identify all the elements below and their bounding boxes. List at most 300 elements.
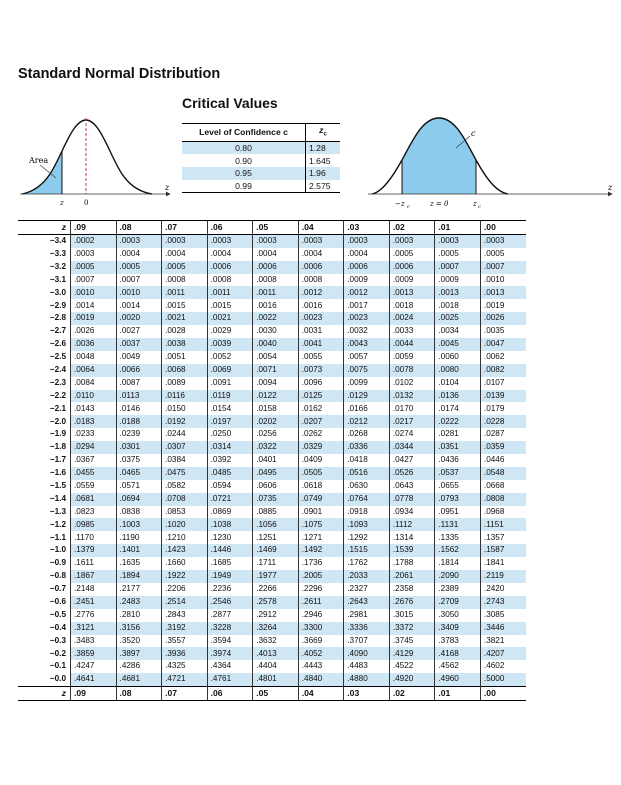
table-cell: .0384 — [162, 454, 208, 467]
table-cell: .4721 — [162, 673, 208, 686]
table-cell: .1539 — [389, 544, 435, 557]
table-row — [18, 467, 526, 480]
table-cell: .0314 — [207, 441, 253, 454]
table-cell: .3228 — [207, 622, 253, 635]
table-row — [18, 364, 526, 377]
table-cell: .0015 — [207, 299, 253, 312]
table-cell: .0024 — [389, 312, 435, 325]
table-cell: .0021 — [162, 312, 208, 325]
table-cell: .3974 — [207, 647, 253, 660]
table-cell: .0041 — [298, 338, 344, 351]
table-cell: .0985 — [71, 518, 117, 531]
table-cell: .0003 — [116, 234, 162, 247]
column-header-8: .01 — [435, 687, 481, 701]
row-z-value: −3.2 — [49, 261, 66, 271]
table-cell: .0359 — [480, 441, 526, 454]
table-cell: .2420 — [480, 583, 526, 596]
row-z-value: −3.0 — [49, 287, 66, 297]
table-cell: .0068 — [162, 364, 208, 377]
row-z-value: −3.4 — [49, 236, 66, 246]
cv-header-zc — [306, 124, 341, 142]
table-cell: .0009 — [435, 274, 481, 287]
table-cell: .0037 — [116, 338, 162, 351]
table-cell: .1949 — [207, 570, 253, 583]
table-cell: .0006 — [298, 261, 344, 274]
table-cell: .2483 — [116, 596, 162, 609]
table-cell: .0351 — [435, 441, 481, 454]
table-cell: .2236 — [207, 583, 253, 596]
table-cell: .4681 — [116, 673, 162, 686]
table-cell: .0465 — [116, 467, 162, 480]
table-cell: .3192 — [162, 622, 208, 635]
table-cell: .4920 — [389, 673, 435, 686]
table-cell: .0233 — [71, 428, 117, 441]
column-header-9: .00 — [480, 221, 526, 235]
cv-confidence: 0.95 — [182, 167, 306, 180]
table-cell: .0030 — [253, 325, 299, 338]
table-cell: .0239 — [116, 428, 162, 441]
table-row — [18, 299, 526, 312]
table-cell: .0934 — [389, 506, 435, 519]
column-header-6: .03 — [344, 221, 390, 235]
table-cell: .0018 — [389, 299, 435, 312]
table-cell: .4168 — [435, 647, 481, 660]
table-cell: .4052 — [298, 647, 344, 660]
table-cell: .0655 — [435, 480, 481, 493]
row-z-value: −0.7 — [49, 584, 66, 594]
left-normal-curve-figure — [18, 110, 178, 210]
table-cell: .0951 — [435, 506, 481, 519]
table-cell: .1056 — [253, 518, 299, 531]
table-cell: .0008 — [298, 274, 344, 287]
z-column-header: z — [18, 687, 71, 701]
row-z-value: −1.5 — [49, 481, 66, 490]
table-cell: .5000 — [480, 673, 526, 686]
table-cell: .3085 — [480, 609, 526, 622]
table-cell: .0197 — [207, 415, 253, 428]
table-cell: .4013 — [253, 647, 299, 660]
table-cell: .0094 — [253, 377, 299, 390]
table-cell: .2946 — [298, 609, 344, 622]
table-cell: .0154 — [207, 402, 253, 415]
table-cell: .0436 — [435, 454, 481, 467]
table-cell: .2676 — [389, 596, 435, 609]
table-cell: .4364 — [207, 660, 253, 673]
table-cell: .1685 — [207, 557, 253, 570]
table-cell: .0011 — [162, 286, 208, 299]
table-cell: .2709 — [435, 596, 481, 609]
row-z-value: −1.2 — [49, 519, 66, 529]
table-cell: .0014 — [116, 299, 162, 312]
table-cell: .0006 — [253, 261, 299, 274]
table-cell: .0322 — [253, 441, 299, 454]
table-cell: .0022 — [253, 312, 299, 325]
row-z-value: −0.6 — [49, 597, 66, 607]
table-cell: .0668 — [480, 480, 526, 493]
row-z-value: −1.8 — [49, 442, 66, 452]
table-row — [18, 312, 526, 325]
table-cell: .0202 — [253, 415, 299, 428]
table-cell: .0049 — [116, 351, 162, 364]
table-cell: .0344 — [389, 441, 435, 454]
table-row — [18, 647, 526, 660]
table-cell: .3483 — [71, 635, 117, 648]
cv-z-value: 1.645 — [306, 154, 341, 167]
table-cell: .0020 — [116, 312, 162, 325]
table-cell: .2266 — [253, 583, 299, 596]
left-area-label: Area — [29, 156, 49, 165]
table-cell: .1492 — [298, 544, 344, 557]
cv-z-value: 1.96 — [306, 167, 341, 180]
table-cell: .0901 — [298, 506, 344, 519]
table-cell: .0132 — [389, 390, 435, 403]
table-row — [18, 338, 526, 351]
table-cell: .0116 — [162, 390, 208, 403]
table-cell: .0005 — [116, 261, 162, 274]
table-cell: .0008 — [207, 274, 253, 287]
cv-header-z-sub: c — [323, 131, 327, 138]
table-cell: .1894 — [116, 570, 162, 583]
table-row — [18, 390, 526, 403]
table-cell: .3745 — [389, 635, 435, 648]
table-cell: .0427 — [389, 454, 435, 467]
table-row — [18, 454, 526, 467]
table-cell: .0146 — [116, 402, 162, 415]
row-z-value: −1.9 — [49, 429, 66, 439]
table-cell: .0066 — [116, 364, 162, 377]
left-zero-label: 0 — [84, 199, 89, 207]
table-cell: .1038 — [207, 518, 253, 531]
table-cell: .3156 — [116, 622, 162, 635]
table-cell: .0040 — [253, 338, 299, 351]
row-z-value: −1.3 — [49, 506, 66, 516]
table-cell: .3707 — [344, 635, 390, 648]
column-header-6: .03 — [344, 687, 390, 701]
table-cell: .2743 — [480, 596, 526, 609]
table-cell: .0003 — [389, 234, 435, 247]
table-row — [18, 428, 526, 441]
table-cell: .1112 — [389, 518, 435, 531]
table-cell: .0618 — [298, 480, 344, 493]
table-cell: .2451 — [71, 596, 117, 609]
table-cell: .0008 — [253, 274, 299, 287]
table-cell: .2148 — [71, 583, 117, 596]
left-z-tick-label: z — [60, 199, 64, 207]
row-z-value: −0.5 — [49, 609, 66, 619]
row-z-value: −2.7 — [49, 326, 66, 336]
table-cell: .1469 — [253, 544, 299, 557]
table-cell: .3821 — [480, 635, 526, 648]
column-header-1: .08 — [116, 687, 162, 701]
table-cell: .1210 — [162, 531, 208, 544]
right-pos-zc-label: z — [473, 200, 477, 208]
row-z-value: −2.3 — [49, 377, 66, 387]
table-row — [18, 557, 526, 570]
table-cell: .0606 — [253, 480, 299, 493]
table-cell: .0212 — [344, 415, 390, 428]
table-cell: .0643 — [389, 480, 435, 493]
table-cell: .0054 — [253, 351, 299, 364]
right-c-label: c — [471, 129, 476, 138]
table-cell: .0038 — [162, 338, 208, 351]
table-cell: .0110 — [71, 390, 117, 403]
table-cell: .1075 — [298, 518, 344, 531]
z-score-table — [18, 220, 526, 701]
right-neg-zc-label: −z — [395, 200, 405, 208]
table-cell: .3859 — [71, 647, 117, 660]
cv-row — [182, 141, 340, 154]
table-cell: .0475 — [162, 467, 208, 480]
row-z-value: −0.8 — [49, 571, 66, 581]
table-cell: .1151 — [480, 518, 526, 531]
table-cell: .2327 — [344, 583, 390, 596]
table-cell: .0708 — [162, 493, 208, 506]
table-cell: .3336 — [344, 622, 390, 635]
table-cell: .4090 — [344, 647, 390, 660]
table-row — [18, 518, 526, 531]
table-cell: .1093 — [344, 518, 390, 531]
table-row — [18, 248, 526, 261]
table-cell: .0004 — [207, 248, 253, 261]
table-cell: .0721 — [207, 493, 253, 506]
table-cell: .0010 — [480, 274, 526, 287]
table-row — [18, 351, 526, 364]
table-cell: .0367 — [71, 454, 117, 467]
table-cell: .0016 — [298, 299, 344, 312]
table-cell: .1423 — [162, 544, 208, 557]
column-header-0: .09 — [71, 221, 117, 235]
cv-z-value: 1.28 — [306, 141, 341, 154]
table-cell: .0228 — [480, 415, 526, 428]
table-row — [18, 234, 526, 247]
table-cell: .4602 — [480, 660, 526, 673]
table-cell: .0150 — [162, 402, 208, 415]
table-cell: .3669 — [298, 635, 344, 648]
table-cell: .0853 — [162, 506, 208, 519]
table-cell: .3050 — [435, 609, 481, 622]
table-cell: .0455 — [71, 467, 117, 480]
table-row — [18, 660, 526, 673]
table-cell: .0838 — [116, 506, 162, 519]
table-cell: .0192 — [162, 415, 208, 428]
table-cell: .1170 — [71, 531, 117, 544]
table-cell: .2578 — [253, 596, 299, 609]
table-cell: .0003 — [162, 234, 208, 247]
table-cell: .0082 — [480, 364, 526, 377]
table-cell: .0007 — [71, 274, 117, 287]
table-cell: .0102 — [389, 377, 435, 390]
table-cell: .0778 — [389, 493, 435, 506]
table-cell: .0007 — [435, 261, 481, 274]
left-z-axis-label: z — [165, 183, 170, 192]
cv-header-confidence: Level of Confidence c — [182, 124, 306, 142]
table-cell: .0011 — [253, 286, 299, 299]
table-row — [18, 286, 526, 299]
table-cell: .0244 — [162, 428, 208, 441]
table-cell: .0010 — [116, 286, 162, 299]
table-cell: .4483 — [344, 660, 390, 673]
cv-confidence: 0.80 — [182, 141, 306, 154]
table-cell: .0009 — [389, 274, 435, 287]
row-z-value: −2.9 — [49, 300, 66, 310]
table-cell: .0043 — [344, 338, 390, 351]
row-z-value: −1.1 — [49, 532, 66, 542]
cv-confidence: 0.90 — [235, 155, 252, 166]
table-cell: .3300 — [298, 622, 344, 635]
table-cell: .0060 — [435, 351, 481, 364]
table-cell: .0023 — [344, 312, 390, 325]
row-z-value: −1.4 — [49, 493, 66, 503]
column-header-2: .07 — [162, 221, 208, 235]
table-cell: .2843 — [162, 609, 208, 622]
table-cell: .4641 — [71, 673, 117, 686]
table-cell: .0008 — [162, 274, 208, 287]
table-cell: .0281 — [435, 428, 481, 441]
table-cell: .2981 — [344, 609, 390, 622]
table-cell: .0401 — [253, 454, 299, 467]
table-cell: .0329 — [298, 441, 344, 454]
table-cell: .0013 — [435, 286, 481, 299]
right-central-shaded-area — [402, 118, 476, 194]
table-cell: .3446 — [480, 622, 526, 635]
table-cell: .0026 — [71, 325, 117, 338]
table-cell: .2206 — [162, 583, 208, 596]
table-cell: .1660 — [162, 557, 208, 570]
table-cell: .2912 — [253, 609, 299, 622]
table-cell: .1292 — [344, 531, 390, 544]
table-cell: .0122 — [253, 390, 299, 403]
table-cell: .0694 — [116, 493, 162, 506]
table-cell: .0495 — [253, 467, 299, 480]
table-cell: .2776 — [71, 609, 117, 622]
table-cell: .0139 — [480, 390, 526, 403]
table-cell: .0485 — [207, 467, 253, 480]
table-cell: .0012 — [298, 286, 344, 299]
table-cell: .0808 — [480, 493, 526, 506]
table-cell: .1611 — [71, 557, 117, 570]
right-neg-zc-sub: c — [407, 204, 410, 210]
table-cell: .0129 — [344, 390, 390, 403]
table-cell: .0274 — [389, 428, 435, 441]
table-cell: .2358 — [389, 583, 435, 596]
row-z-value: −2.1 — [49, 403, 66, 413]
table-cell: .1230 — [207, 531, 253, 544]
table-cell: .0075 — [344, 364, 390, 377]
z-table-footer-row — [18, 687, 526, 701]
table-cell: .0003 — [253, 234, 299, 247]
row-z-value: −0.0 — [49, 674, 66, 684]
table-cell: .0823 — [71, 506, 117, 519]
table-cell: .0071 — [253, 364, 299, 377]
table-cell: .0301 — [116, 441, 162, 454]
table-cell: .0537 — [435, 467, 481, 480]
table-cell: .3632 — [253, 635, 299, 648]
table-cell: .0375 — [116, 454, 162, 467]
table-cell: .0446 — [480, 454, 526, 467]
table-row — [18, 609, 526, 622]
table-cell: .2643 — [344, 596, 390, 609]
table-cell: .1711 — [253, 557, 299, 570]
table-cell: .0749 — [298, 493, 344, 506]
table-cell: .4960 — [435, 673, 481, 686]
table-cell: .1003 — [116, 518, 162, 531]
right-normal-curve-figure — [368, 108, 618, 212]
table-row — [18, 544, 526, 557]
table-cell: .3264 — [253, 622, 299, 635]
table-cell: .3783 — [435, 635, 481, 648]
table-cell: .0004 — [253, 248, 299, 261]
table-cell: .0087 — [116, 377, 162, 390]
right-pos-zc-sub: c — [478, 204, 481, 210]
table-row — [18, 480, 526, 493]
table-cell: .0630 — [344, 480, 390, 493]
table-cell: .0091 — [207, 377, 253, 390]
table-cell: .0036 — [71, 338, 117, 351]
table-cell: .0104 — [435, 377, 481, 390]
table-cell: .3015 — [389, 609, 435, 622]
table-cell: .0004 — [116, 248, 162, 261]
table-cell: .1271 — [298, 531, 344, 544]
table-cell: .3409 — [435, 622, 481, 635]
table-cell: .4247 — [71, 660, 117, 673]
table-cell: .0032 — [344, 325, 390, 338]
table-cell: .4286 — [116, 660, 162, 673]
row-z-value: −2.4 — [49, 364, 66, 374]
table-cell: .0006 — [344, 261, 390, 274]
table-cell: .3557 — [162, 635, 208, 648]
row-z-value: −2.8 — [49, 313, 66, 323]
table-cell: .0006 — [207, 261, 253, 274]
table-cell: .1977 — [253, 570, 299, 583]
table-cell: .0017 — [344, 299, 390, 312]
table-cell: .0119 — [207, 390, 253, 403]
row-z-value: −0.2 — [49, 648, 66, 658]
row-z-value: −0.9 — [49, 558, 66, 568]
table-cell: .0021 — [207, 312, 253, 325]
cv-row — [182, 180, 340, 193]
table-cell: .0011 — [207, 286, 253, 299]
table-cell: .1922 — [162, 570, 208, 583]
table-cell: .0174 — [435, 402, 481, 415]
table-row — [18, 441, 526, 454]
table-cell: .4840 — [298, 673, 344, 686]
row-z-value: −1.6 — [49, 468, 66, 478]
table-cell: .0268 — [344, 428, 390, 441]
table-cell: .0918 — [344, 506, 390, 519]
table-cell: .0003 — [71, 248, 117, 261]
table-cell: .0052 — [207, 351, 253, 364]
table-cell: .1788 — [389, 557, 435, 570]
table-cell: .1587 — [480, 544, 526, 557]
table-cell: .0392 — [207, 454, 253, 467]
table-row — [18, 274, 526, 287]
table-cell: .0025 — [435, 312, 481, 325]
table-cell: .2033 — [344, 570, 390, 583]
table-cell: .1379 — [71, 544, 117, 557]
table-cell: .0033 — [389, 325, 435, 338]
table-cell: .0764 — [344, 493, 390, 506]
table-cell: .4404 — [253, 660, 299, 673]
table-cell: .0045 — [435, 338, 481, 351]
table-cell: .0007 — [116, 274, 162, 287]
table-row — [18, 415, 526, 428]
table-cell: .0080 — [435, 364, 481, 377]
table-cell: .0418 — [344, 454, 390, 467]
table-cell: .0096 — [298, 377, 344, 390]
column-header-4: .05 — [253, 221, 299, 235]
table-cell: .1841 — [480, 557, 526, 570]
column-header-5: .04 — [298, 221, 344, 235]
